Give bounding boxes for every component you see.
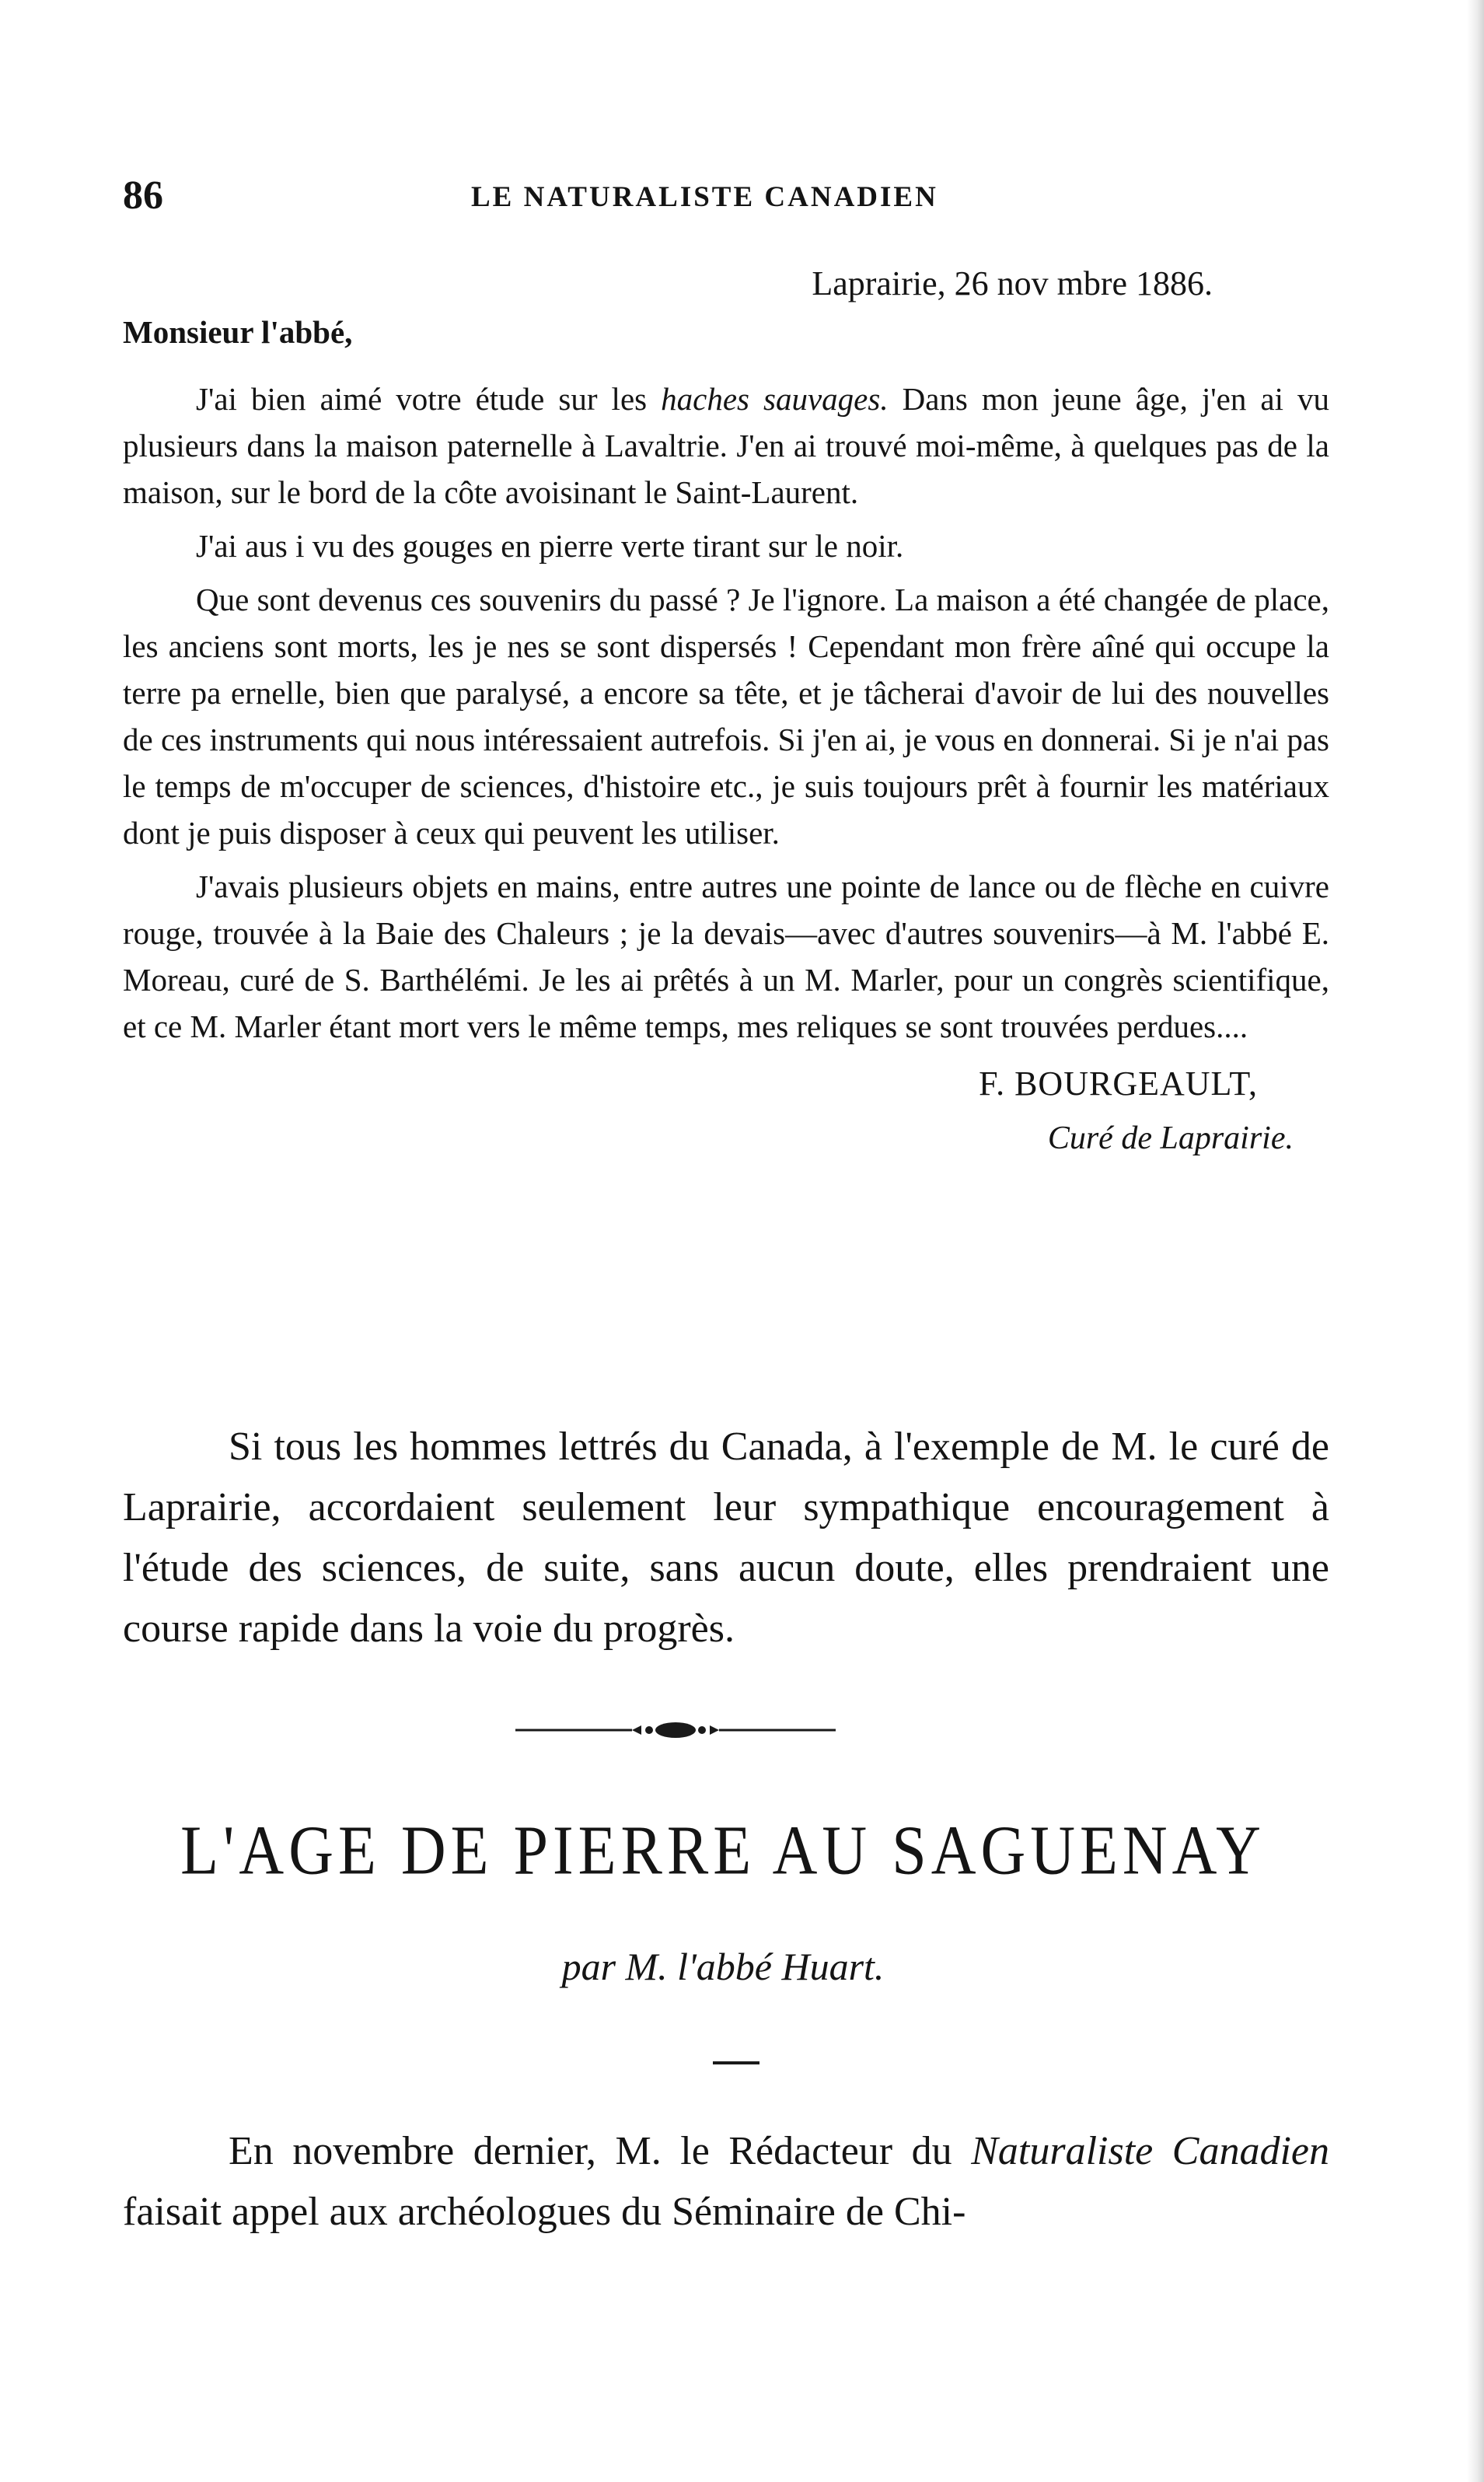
letter-dateline: Laprairie, 26 nov mbre 1886. [812,264,1213,302]
running-head: LE NATURALISTE CANADIEN [471,181,938,213]
scan-edge [1467,0,1484,2482]
letter-paragraph-1 [123,376,1329,516]
page-number: 86 [123,173,163,218]
editor-note: Si tous les hommes lettrés du Canada, à l'exemple de M. le curé de Laprairie, accordaient seulement leur sympathique encouragement à l'étude des sciences, de suite, sans aucun doute, elles prendraient une course rapide dans la voie du progrès. [123,1425,1329,1651]
article-byline: par M. l'abbé Huart. [561,1945,885,1988]
letter-salutation: Monsieur l'abbé, [123,314,353,350]
article-intro-paragraph [123,2121,1329,2243]
letter-signature-title: Curé de Laprairie. [1047,1120,1294,1156]
letter-paragraph-1-end: Dans mon jeune âge, j'en ai vu plusieurs dans la maison paternelle à Lavaltrie. J'en ai trouvé moi-même, à quelques pas de la maison, sur le bord de la côte avoisinant le Saint-Laurent. [123,381,1329,510]
article-title: L'AGE DE PIERRE AU SAGUENAY [180,1813,1266,1889]
ornament-divider [515,1721,836,1739]
letter-paragraph-1-start: J'ai bien aimé votre étude sur les [196,381,662,417]
letter-signature: F. BOURGEAULT, [979,1064,1258,1103]
letter-paragraph-3: Que sont devenus ces souvenirs du passé ? Je l'ignore. La maison a été changée de place, les anciens sont morts, les je nes se sont dispersés ! Cependant mon frère aîné qui occupe la terre pa ernelle, bien que paralysé, a encore sa tête, et je tâcherai d'avoir de lui des nouvelles de ces instruments qui nous intéressaient autrefois. Si j'en ai, je vous en donnerai. Si je n'ai pas le temps de m'occuper de sciences, d'histoire etc., je suis toujours prêt à fournir les matériaux dont je puis disposer à ceux qui peuvent les utiliser. [123,582,1329,851]
page-header [123,173,1328,227]
article-intro-start: En novembre dernier, M. le Rédacteur du [229,2129,972,2173]
letter [123,260,1329,1177]
letter-paragraph-4: J'avais plusieurs objets en mains, entre autres une pointe de lance ou de flèche en cuivre rouge, trouvée à la Baie des Chaleurs ; je la devais—avec d'autres souvenirs—à M. l'abbé E. Moreau, curé de S. Barthélémi. Je les ai prêtés à un M. Marler, pour un congrès scientifique, et ce M. Marler étant mort vers le même temps, mes reliques se sont trouvées perdues.... [123,869,1329,1044]
letter-paragraph-1-emphasis: haches sauvages. [661,381,889,417]
article-intro-end: faisait appel aux archéologues du Séminaire de Chi- [123,2190,966,2234]
letter-paragraph-2: J'ai aus i vu des gouges en pierre verte tirant sur le noir. [196,528,904,564]
article-intro-emphasis: Naturaliste Canadien [971,2129,1329,2173]
short-rule [713,2061,759,2064]
